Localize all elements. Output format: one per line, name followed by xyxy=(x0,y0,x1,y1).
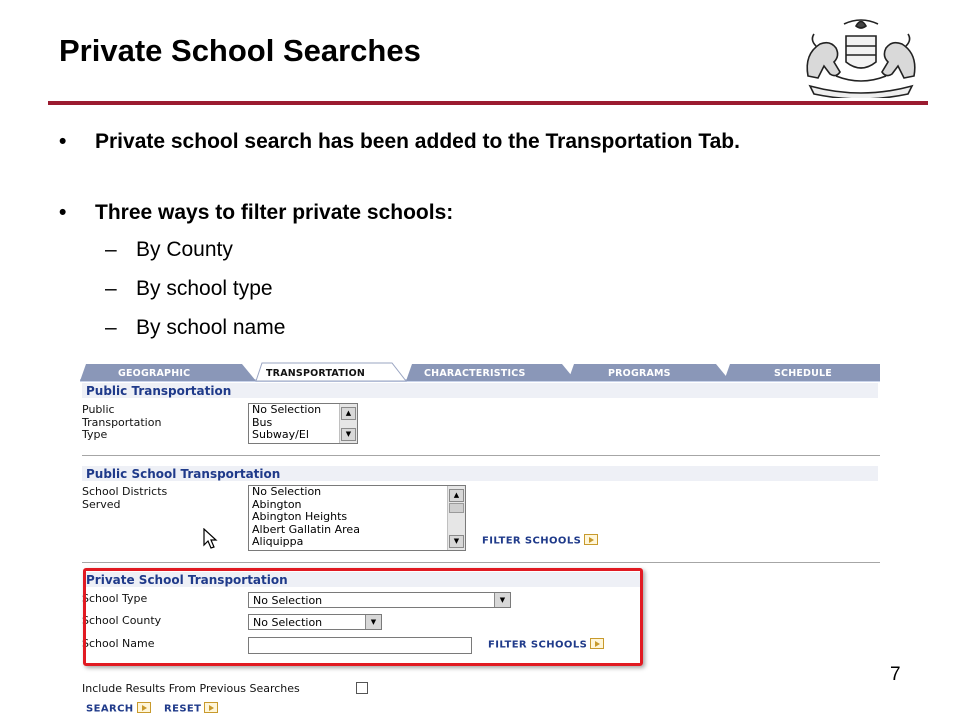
list-item[interactable]: Aliquippa xyxy=(252,535,304,548)
tab-bar xyxy=(80,362,880,382)
school-type-label: School Type xyxy=(82,592,148,605)
public-transportation-type-listbox[interactable] xyxy=(248,403,358,444)
private-school-highlight-box xyxy=(83,568,643,666)
list-item[interactable]: Abington xyxy=(252,497,302,511)
dash-glyph: – xyxy=(105,277,117,300)
sub-bullet-2-text: By school type xyxy=(136,277,273,300)
listbox-scrollbar[interactable] xyxy=(339,404,357,443)
dash-glyph: – xyxy=(105,316,117,339)
bullet-2-text: Three ways to filter private schools: xyxy=(95,201,454,224)
school-name-label: School Name xyxy=(82,637,155,650)
list-item[interactable]: Bus xyxy=(252,415,273,429)
search-button[interactable] xyxy=(86,703,151,715)
arrow-right-icon xyxy=(584,534,598,545)
tab-schedule[interactable]: SCHEDULE xyxy=(774,368,832,379)
listbox-scrollbar[interactable] xyxy=(447,486,465,550)
scroll-up-icon[interactable]: ▲ xyxy=(341,407,356,420)
pennsylvania-coat-of-arms-icon xyxy=(796,14,926,98)
filter-schools-label: FILTER SCHOOLS xyxy=(488,639,588,651)
chevron-down-icon[interactable]: ▼ xyxy=(494,593,510,607)
list-item[interactable]: Albert Gallatin Area xyxy=(252,522,360,536)
bullet-glyph: • xyxy=(59,130,67,153)
tab-programs[interactable]: PROGRAMS xyxy=(608,368,671,379)
public-school-transportation-header: Public School Transportation xyxy=(86,467,281,481)
arrow-right-icon xyxy=(137,702,151,713)
sub-bullet-1-text: By County xyxy=(136,238,233,261)
tab-transportation[interactable]: TRANSPORTATION xyxy=(266,368,366,379)
list-item[interactable]: No Selection xyxy=(252,403,322,416)
bullet-1-text: Private school search has been added to the Transportation Tab. xyxy=(95,130,740,153)
public-transportation-header: Public Transportation xyxy=(86,384,232,398)
scroll-thumb[interactable] xyxy=(449,503,464,513)
bullet-glyph: • xyxy=(59,201,67,224)
list-item[interactable]: Abington Heights xyxy=(252,510,348,523)
school-type-value: No Selection xyxy=(253,594,323,607)
tab-characteristics[interactable]: CHARACTERISTICS xyxy=(424,368,526,379)
section-divider xyxy=(82,562,880,563)
school-districts-listbox[interactable] xyxy=(248,485,466,551)
page-number: 7 xyxy=(890,664,901,685)
sub-bullet-3-text: By school name xyxy=(136,316,286,339)
search-label: SEARCH xyxy=(86,703,134,715)
arrow-right-icon xyxy=(204,702,218,713)
reset-button[interactable] xyxy=(164,703,218,715)
school-districts-served-label: School Districts Served xyxy=(82,485,168,511)
mouse-pointer-icon xyxy=(203,528,219,550)
search-form-screenshot xyxy=(80,360,880,720)
tab-geographic[interactable]: GEOGRAPHIC xyxy=(118,368,191,379)
include-previous-checkbox[interactable] xyxy=(356,682,368,694)
scroll-down-icon[interactable]: ▼ xyxy=(449,535,464,548)
school-county-label: School County xyxy=(82,614,162,627)
chevron-down-icon[interactable]: ▼ xyxy=(365,615,381,629)
include-previous-label: Include Results From Previous Searches xyxy=(82,682,300,695)
scroll-up-icon[interactable]: ▲ xyxy=(449,489,464,502)
reset-label: RESET xyxy=(164,703,202,715)
private-school-transportation-header: Private School Transportation xyxy=(86,573,288,587)
filter-schools-label: FILTER SCHOOLS xyxy=(482,535,582,547)
list-item[interactable]: Subway/El xyxy=(252,428,309,441)
list-item[interactable]: No Selection xyxy=(252,485,322,498)
title-divider xyxy=(48,101,928,105)
slide-title: Private School Searches xyxy=(59,33,421,68)
school-county-value: No Selection xyxy=(253,616,323,629)
dash-glyph: – xyxy=(105,238,117,261)
scroll-down-icon[interactable]: ▼ xyxy=(341,428,356,441)
section-divider xyxy=(82,455,880,456)
filter-schools-button-public[interactable] xyxy=(482,535,598,547)
public-transportation-type-label: Public Transportation Type xyxy=(82,403,162,441)
